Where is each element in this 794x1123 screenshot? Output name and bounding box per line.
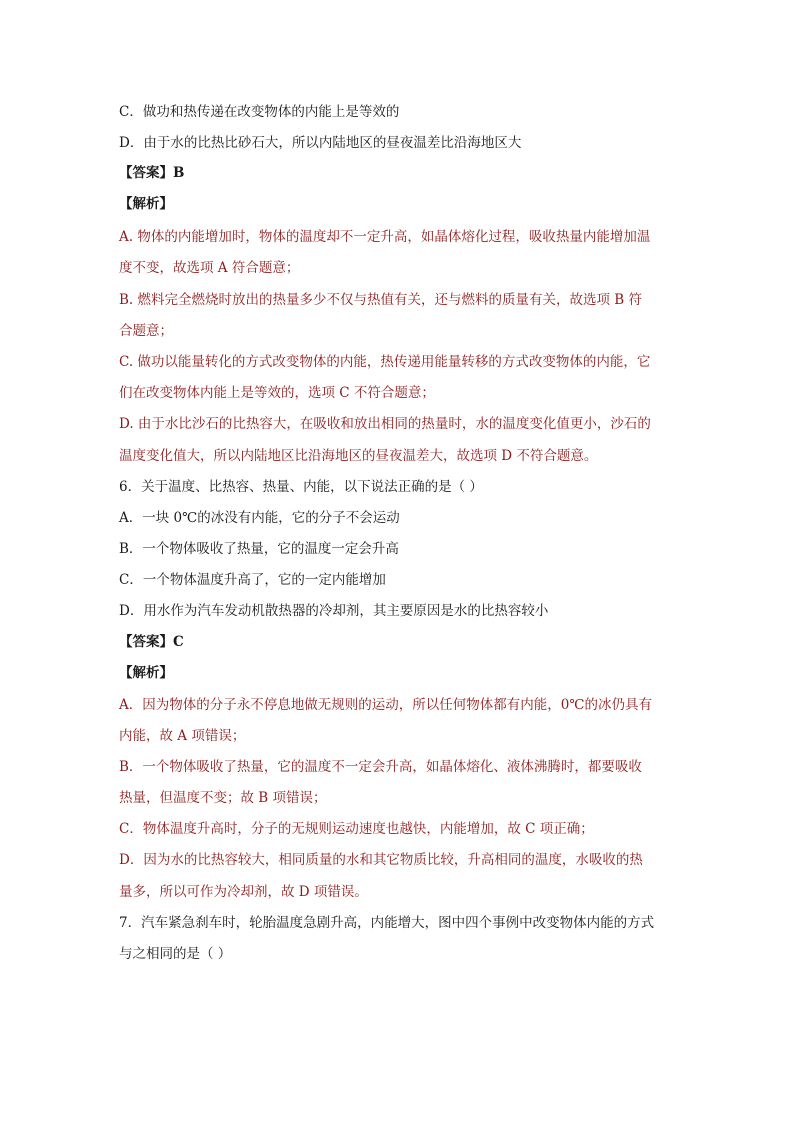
q5-option-d: D．由于水的比热比砂石大，所以内陆地区的昼夜温差比沿海地区大: [119, 135, 522, 151]
q6-option-a: A．一块 0℃的冰没有内能，它的分子不会运动: [119, 510, 400, 526]
q6-option-b: B．一个物体吸收了热量，它的温度一定会升高: [119, 541, 399, 557]
q6-analysis-line: C．物体温度升高时，分子的无规则运动速度也越快，内能增加，故 C 项正确；: [119, 821, 594, 837]
q5-analysis-line: A. 物体的内能增加时，物体的温度却不一定升高，如晶体熔化过程，吸收热量内能增加温: [119, 229, 651, 245]
q6-analysis-line: 内能，故 A 项错误；: [119, 728, 246, 744]
q6-stem: 6．关于温度、比热容、热量、内能，以下说法正确的是（ ）: [119, 479, 483, 495]
q6-analysis-line: 热量，但温度不变；故 B 项错误；: [119, 790, 327, 806]
q6-analysis-line: A．因为物体的分子永不停息地做无规则的运动，所以任何物体都有内能，0℃的冰仍具有: [119, 697, 652, 713]
q6-option-c: C．一个物体温度升高了，它的一定内能增加: [119, 572, 386, 588]
q5-analysis-line: C. 做功以能量转化的方式改变物体的内能，热传递用能量转移的方式改变物体的内能，它: [119, 354, 651, 370]
q6-option-d: D．用水作为汽车发动机散热器的冷却剂，其主要原因是水的比热容较小: [119, 603, 549, 619]
q5-option-c: C．做功和热传递在改变物体的内能上是等效的: [119, 104, 400, 120]
q6-analysis-line: 量多，所以可作为冷却剂，故 D 项错误。: [119, 884, 368, 900]
q7-stem-line: 与之相同的是（ ）: [119, 946, 232, 962]
q5-analysis-line: B. 燃料完全燃烧时放出的热量多少不仅与热值有关，还与燃料的质量有关，故选项 B 符: [119, 292, 643, 308]
q5-analysis-line: 们在改变物体内能上是等效的，选项 C 不符合题意；: [119, 385, 435, 401]
q6-answer: 【答案】C: [119, 634, 184, 650]
q6-analysis-label: 【解析】: [119, 665, 173, 681]
q5-answer: 【答案】B: [119, 165, 185, 181]
q5-analysis-line: 合题意；: [119, 323, 173, 339]
q6-analysis-line: D．因为水的比热容较大，相同质量的水和其它物质比较，升高相同的温度，水吸收的热: [119, 852, 643, 868]
q7-stem-line: 7．汽车紧急刹车时，轮胎温度急剧升高，内能增大，图中四个事例中改变物体内能的方式: [119, 915, 655, 931]
q5-analysis-label: 【解析】: [119, 196, 173, 212]
q5-analysis-line: D. 由于水比沙石的比热容大，在吸收和放出相同的热量时，水的温度变化值更小，沙石的: [119, 416, 651, 432]
q5-analysis-line: 度不变，故选项 A 符合题意；: [119, 260, 300, 276]
q5-analysis-line: 温度变化值大，所以内陆地区比沿海地区的昼夜温差大，故选项 D 不符合题意。: [119, 448, 598, 464]
q6-analysis-line: B．一个物体吸收了热量，它的温度不一定会升高，如晶体熔化、液体沸腾时，都要吸收: [119, 759, 642, 775]
